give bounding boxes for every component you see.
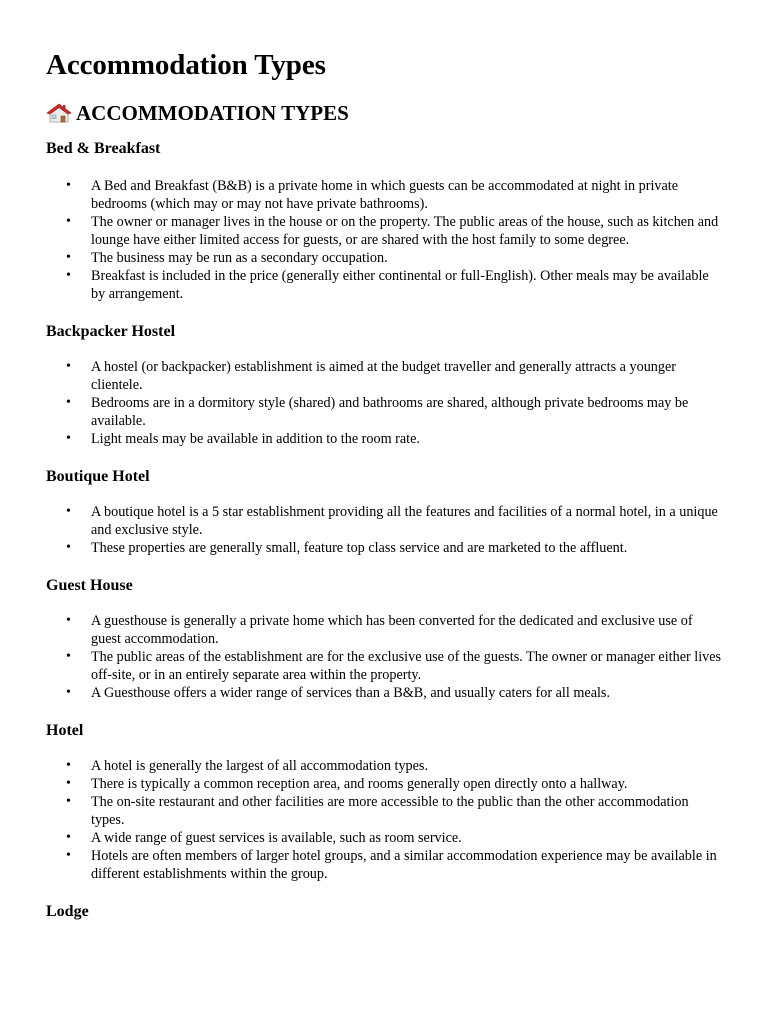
bullet-list	[46, 358, 722, 448]
list-item: • Breakfast is included in the price (generally either continental or full-English). Other meals may be available by arrangement.	[91, 267, 722, 303]
list-item: • The on-site restaurant and other facilities are more accessible to the public than the other accommodation types.	[91, 793, 722, 829]
list-item: • Hotels are often members of larger hotel groups, and a similar accommodation experience may be available in different establishments within the group.	[91, 847, 722, 883]
list-item: • A guesthouse is generally a private home which has been converted for the dedicated and exclusive use of guest accommodation.	[91, 612, 722, 648]
section-hotel	[46, 721, 722, 883]
list-item: • A Guesthouse offers a wider range of services than a B&B, and usually caters for all meals.	[91, 684, 722, 702]
bullet-list	[46, 757, 722, 883]
section-title: Boutique Hotel	[46, 468, 150, 485]
list-item: • The public areas of the establishment are for the exclusive use of the guests. The owner or manager either lives off-site, or in an entirely separate area within the property.	[91, 648, 722, 684]
bullet-list	[46, 612, 722, 702]
section-lodge	[46, 902, 722, 922]
section-bed-and-breakfast	[46, 139, 722, 303]
list-item: • A hotel is generally the largest of all accommodation types.	[91, 757, 722, 775]
section-title: Bed & Breakfast	[46, 140, 161, 157]
section-boutique-hotel	[46, 467, 722, 557]
house-icon	[46, 102, 72, 124]
subtitle-row	[46, 97, 722, 129]
section-title: Guest House	[46, 577, 133, 594]
bullet-list	[46, 177, 722, 303]
list-item: • There is typically a common reception area, and rooms generally open directly onto a hallway.	[91, 775, 722, 793]
list-item: • These properties are generally small, feature top class service and are marketed to the affluent.	[91, 539, 722, 557]
list-item: • The business may be run as a secondary occupation.	[91, 249, 722, 267]
bullet-list	[46, 503, 722, 557]
list-item: • Light meals may be available in addition to the room rate.	[91, 430, 722, 448]
list-item: • A wide range of guest services is available, such as room service.	[91, 829, 722, 847]
section-guest-house	[46, 576, 722, 702]
section-backpacker-hostel	[46, 322, 722, 448]
list-item: • The owner or manager lives in the house or on the property. The public areas of the house, such as kitchen and lounge have either limited access for guests, or are shared with the host family to some degree.	[91, 213, 722, 249]
list-item: • A Bed and Breakfast (B&B) is a private home in which guests can be accommodated at night in private bedrooms (which may or may not have private bathrooms).	[91, 177, 722, 213]
section-title: Lodge	[46, 903, 89, 920]
section-title: Backpacker Hostel	[46, 323, 176, 340]
document-title: Accommodation Types	[46, 49, 326, 81]
section-title: Hotel	[46, 722, 84, 739]
list-item: • A hostel (or backpacker) establishment is aimed at the budget traveller and generally attracts a younger clientele.	[91, 358, 722, 394]
list-item: • A boutique hotel is a 5 star establishment providing all the features and facilities of a normal hotel, in a unique and exclusive style.	[91, 503, 722, 539]
subtitle: ACCOMMODATION TYPES	[76, 101, 349, 125]
list-item: • Bedrooms are in a dormitory style (shared) and bathrooms are shared, although private bedrooms may be available.	[91, 394, 722, 430]
